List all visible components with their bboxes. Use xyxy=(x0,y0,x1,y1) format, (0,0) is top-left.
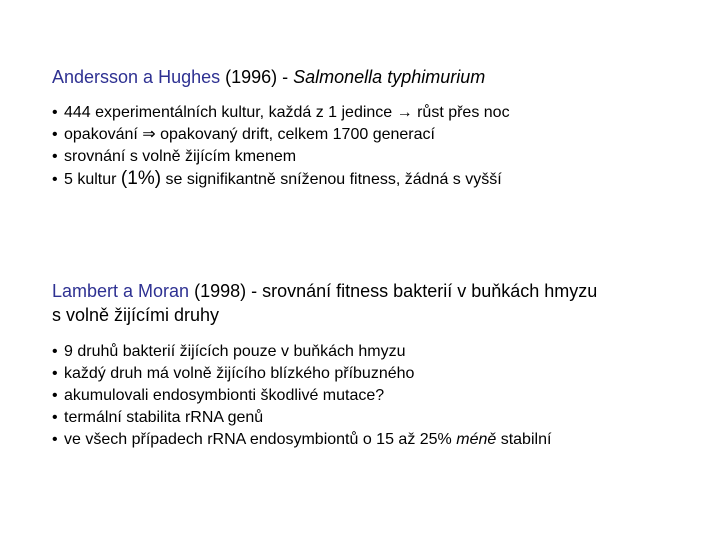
list-item: • opakování ⇒ opakovaný drift, celkem 1700 generací xyxy=(52,124,692,146)
list-item: • 5 kultur (1%) se signifikantně sníženou fitness, žádná s vyšší xyxy=(52,168,502,189)
section1-year: (1996) - xyxy=(220,67,294,87)
section2-authors: Lambert a Moran xyxy=(52,281,190,301)
list-item: • 444 experimentálních kultur, každá z 1 jedince → růst přes noc xyxy=(52,102,692,124)
percent-value: (1%) xyxy=(120,168,162,189)
bullet-marker: • xyxy=(52,409,58,426)
list-item: • každý druh má volně žijícího blízkého příbuzného xyxy=(52,363,692,385)
bullet-marker: • xyxy=(52,365,58,382)
list-item: • ve všech případech rRNA endosymbiontů o 15 až 25% méně stabilní xyxy=(52,429,692,451)
bullet-marker: • xyxy=(52,104,58,121)
section1-heading xyxy=(52,65,692,89)
section1-bullet-list xyxy=(52,102,692,191)
section1-authors: Andersson a Hughes xyxy=(52,67,221,87)
bullet-marker: • xyxy=(52,431,58,448)
section2-heading xyxy=(52,279,692,327)
section2-heading-line2: s volně žijícími druhy xyxy=(52,305,220,325)
section1-organism: Salmonella typhimurium xyxy=(293,67,486,87)
bullet-marker: • xyxy=(52,171,58,188)
section-lambert-moran xyxy=(52,279,692,451)
list-item: • srovnání s volně žijícím kmenem xyxy=(52,146,692,168)
bullet-marker: • xyxy=(52,126,58,143)
list-item: • 9 druhů bakterií žijících pouze v buňkách hmyzu xyxy=(52,341,692,363)
emphasis-text: méně xyxy=(456,431,497,448)
section-andersson-hughes xyxy=(52,65,692,191)
list-item: • akumulovali endosymbionti škodlivé mutace? xyxy=(52,385,692,407)
bullet-marker: • xyxy=(52,148,58,165)
bullet-marker: • xyxy=(52,387,58,404)
bullet-marker: • xyxy=(52,343,58,360)
section2-bullet-list xyxy=(52,341,692,451)
list-item: • termální stabilita rRNA genů xyxy=(52,407,692,429)
section2-heading-rest: (1998) - srovnání fitness bakterií v buňkách hmyzu xyxy=(189,281,598,301)
